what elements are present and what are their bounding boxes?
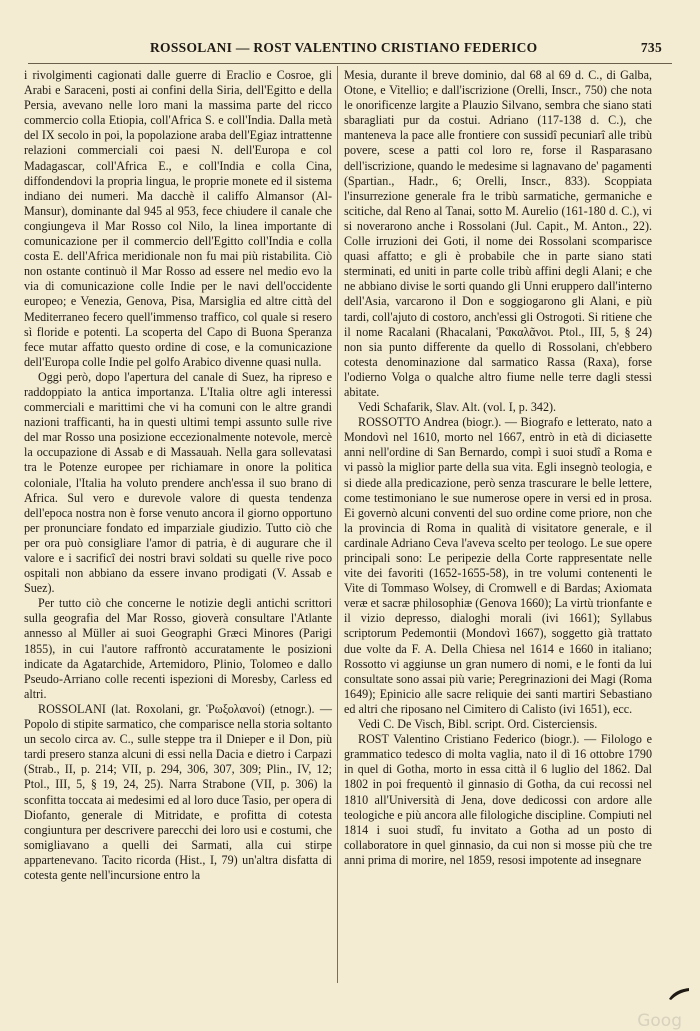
entry-rossotto-andrea: ROSSOTTO Andrea (biogr.). — Biografo e letterato, nato a Mondovì nel 1610, morto nel 1667, entrò in età di diciasette anni nell'ordine di San Bernardo, compì i suoi studî a Roma e vi passò la miglior parte della sua vita. Egli insegnò teologia, e si diede alla predicazione, però senza trascurare le belle lettere, come testimoniano le sue numerose opere in versi ed in prosa. Ei governò alcuni conventi del suo ordine come priore, non che la provincia di Roma in qualità di visitatore generale, e il cardinale Adriano Ceva l'aveva scelto per teologo. Le sue opere principali sono: Le peripezie della Corte rappresentate nelle vite dei favoriti (1652-1655-58), in tre volumi contenenti le Vite di Tommaso Wolsey, di Cromwell e di Bardas; Axiomata veræ et sacræ philosophiæ (Genova 1660); La virtù trionfante e il vizio depresso, dialoghi morali (ivi 1661); Syllabus scriptorum Pedemontii (Mondovì 1667), soggetto già trattato due volte da F. A. Della Chiesa nel 1614 e 1660 in italiano; Rossotto vi aggiunse un gran numero di nomi, e le fonti da lui consultate sono assai più varie; Peregrinazioni dei Magi (Roma 1649); Epinicio alle sacre reliquie dei santi martiri Sebastiano ed altri che riposano nel Cimitero di Calisto (ivi 1651), ecc. [344, 415, 652, 716]
entry-rost-valentino: ROST Valentino Cristiano Federico (biogr.). — Filologo e grammatico tedesco di molta vaglia, nato il dì 16 ottobre 1790 in quel di Gotha, morto in essa città il 6 luglio del 1862. Dal 1802 in poi frequentò il ginnasio di Gotha, da cui recossi nel 1810 all'Università di Jena, dove dedicossi con ardore alle teologiche e più ancora alle filologiche discipline. Compiuti nel 1814 i suoi studî, fu invitato a Gotha ad un posto di collaboratore in quel ginnasio, da cui non si mosse più che tre anni prima di morire, nel 1859, resosi impotente ad insegnare [344, 732, 652, 867]
entry-rossolani-continued: Mesia, durante il breve dominio, dal 68 al 69 d. C., di Galba, Otone, e Vitellio; e dall'iscrizione (Orelli, Inscr., 750) che nota le onorificenze largite a Plauzio Silvano, sembra che siano stati sbaragliati pur da costui. Adriano (117-138 d. C.), che mantenevа la pace alle frontiere con sussidî pecuniarî alle tribù povere, scese a patti col loro re, forse il Rasparasano dell'iscrizione, quando le medesime si lagnavano de' pagamenti (Spartian., Hadr., 6; Orelli, Inscr., 833). Scoppiata l'insurrezione generale fra le tribù sarmatiche, germaniche e scitiche, dal Reno al Tanai, sotto M. Aurelio (161-180 d. C.), vi si noverarono anche i Rossolani (Jul. Capit., M. Anton., 22). Colle irruzioni dei Goti, il nome dei Rossolani scomparisce quasi affatto; e gli è probabile che in parte siano stati sterminati, ed uniti in parte colle tribù affini degli Alani; e che ne abbiano divise le sorti quando gli Unni eruppero dall'interno dell'Asia, varcarono il Don e soggiogarono gli Alani, e più tardi, coll'ajuto di costoro, anch'essi gli Ostrogoti. Si ritiene che il nome Racalani (Rhacalani, Ῥακαλᾶνοι. Ptol., III, 5, § 24) non sia punto differente da quello di Rossolani, ch'ebbero cotesta denominazione dal sarmatico Rassa (Raxa), forse l'odierno Volga o qualche altro fiume nelle terre dagli stessi abitate. [344, 68, 652, 399]
scan-watermark: Goog [637, 1011, 682, 1031]
right-column [344, 68, 652, 868]
header-rule [28, 63, 672, 64]
running-header [28, 38, 672, 60]
column-divider [337, 66, 338, 983]
paragraph-ancient-geography: Per tutto ciò che concerne le notizie degli antichi scrittori sulla geografia del Mar Rosso, gioverà consultare l'Atlante annesso al Müller ai suoi Geographi Græci Minores (Parigi 1855), in cui l'autore raffrontò accuratamente le posizioni indicate da Agatarchide, Artemidoro, Plinio, Tolomeo e dallo Pseudo-Arriano colle recenti ispezioni di Moresby, Carless ed altri. [24, 596, 332, 701]
page-number: 735 [640, 40, 662, 55]
paragraph-suez-italy: Oggi però, dopo l'apertura del canale di Suez, ha ripreso e raddoppiato la antica importanza. L'Italia oltre agli interessi commerciali e marittimi che vi ha comuni con le altre grandi nazioni trafficanti, ha in questi ultimi tempi assunto sulle rive del mar Rosso una posizione eccezionalmente notevole, mercè la occupazione di Assab e di Massauah. Nella gara sollevatasi tra le Potenze europee per richiamare in onore la politica coloniale, l'Italia ha voluto prendere anch'essa il suo brano di Africa. Sul vero e durevole valore di questa tendenza dell'epoca nostra non è forse venuto ancora il giorno opportuno per pronunciare fondato ed imparziale giudizio. Tutto ciò che per ora può consigliare l'amor di patria, è di augurare che il valore e i sacrificî dei nostri bravi soldati su quelle rive poco ospitali non abbiano da essere invano prodigati (V. Assab e Suez). [24, 369, 332, 596]
left-column [24, 68, 332, 883]
entry-rossolani-start: ROSSOLANI (lat. Roxolani, gr. Ῥωξολανοί) (etnogr.). — Popolo di stipite sarmatico, che comparisce nella storia soltanto un secolo circa av. C., sulle steppe tra il Dnieper e il Don, più tardi presero stanza alcuni di essi nella Dacia e dietro i Carpazi (Strab., II, p. 214; VII, p. 294, 306, 307, 309; Plin., IV, 12; Ptol., III, 5, § 19, 24, 25). Narra Strabone (VII, p. 306) la sconfitta toccata ai medesimi ed al loro duce Tasio, per opera di Diofanto, generale di Mitridate, e profitta di cotesta congiuntura per descrivere parecchi dei loro usi e costumi, che somigliavano a quelli dei Sarmati, alla cui stirpe appartenevano. Tacito ricorda (Hist., I, 79) un'altra disfatta di cotesta gente nell'incursione entro la [24, 701, 332, 882]
paragraph-red-sea-trade-history: i rivolgimenti cagionati dalle guerre di Eraclio e Cosroe, gli Arabi e Saraceni, posti ai confini della Siria, dell'Egitto e della Persia, avevano nelle loro mani la massima parte del ricco commercio colla Etiopia, coll'Africa S. e coll'India. Dalla metà del IX secolo in poi, la popolazione araba dell'Egiaz intrattenne relazioni commerciali coi paesi N. dell'Europa e col Madagascar, coll'Africa E., e coll'India e colla Cina, diffondendovi la propria lingua, le proprie monete ed il sistema indiano dei numeri. Ma dacchè il califfo Almansor (Al-Mansur), dominante dal 945 al 953, fece chiudere il canale che congiungeva il Mar Rosso col Nilo, la linea importante di comunicazione per il commercio dell'Egitto coll'India e colla costa E. dell'Africa meridionale non fu mai più ristabilita. Ciò non ostante continuò il Mar Rosso ad essere nel medio evo la via di comunicazione colle Indie per le navi dell'occidente europeo; e Venezia, Genova, Pisa, Marsiglia ed altre città del Mediterraneo fecero quell'immenso traffico, col quale si resero sì floride e potenti. La scoperta del Capo di Buona Speranza fece mutar affatto questo ordine di cose, e la comunicazione dell'Europa colle Indie pel golfo Arabico divenne quasi nulla. [24, 68, 332, 369]
running-title: ROSSOLANI — ROST VALENTINO CRISTIANO FEDERICO [150, 40, 538, 55]
rossolani-reference: Vedi Schafarik, Slav. Alt. (vol. I, p. 342). [358, 400, 557, 415]
rossotto-reference: Vedi C. De Visch, Bibl. script. Ord. Cisterciensis. [358, 717, 598, 732]
scan-artifact-icon [668, 987, 690, 1001]
